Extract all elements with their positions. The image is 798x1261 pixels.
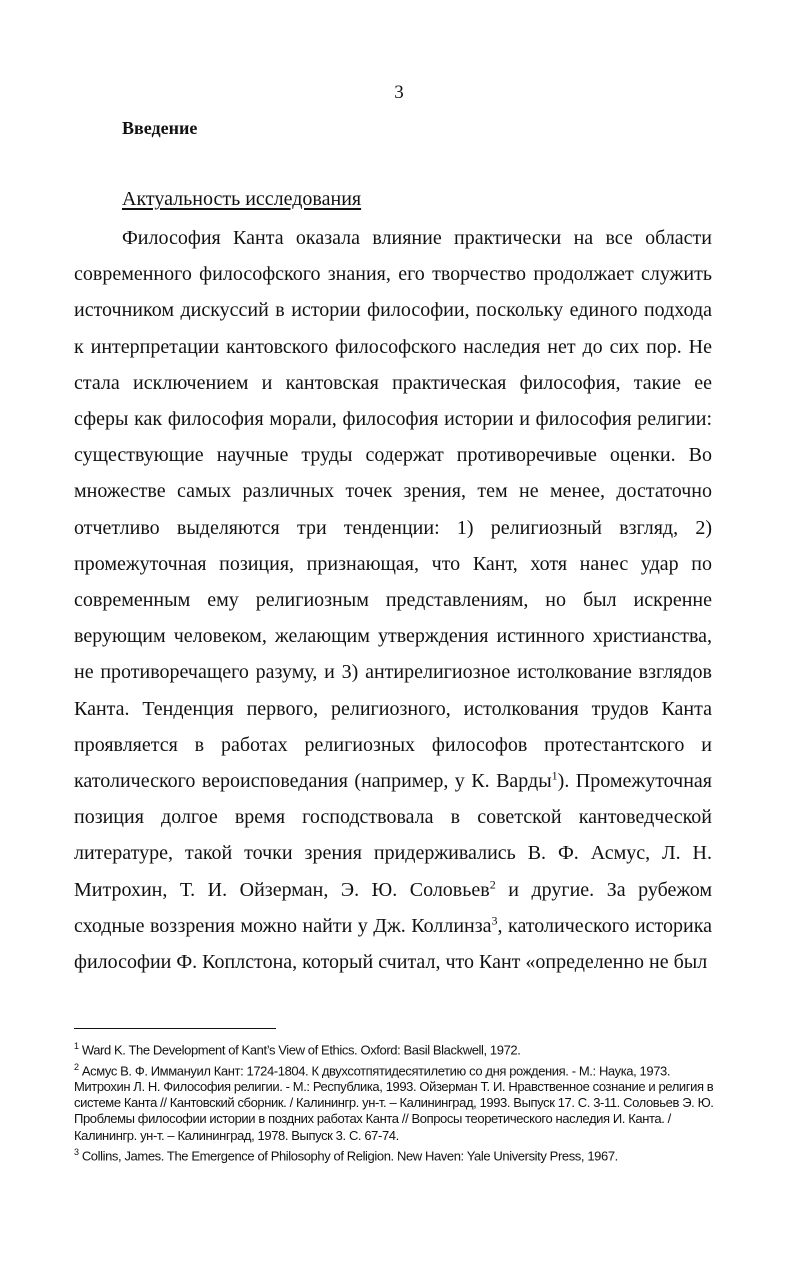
footnote-text: Асмус В. Ф. Иммануил Кант: 1724-1804. К двухсотпятидесятилетию со дня рождения. - М.: Наука, 1973. Митрохин Л. Н. Философия религии. - М.: Республика, 1993. Ойзерман Т. И. Нравственное сознание и религия в системе Канта // Кантовский сборник. / Калинингр. ун-т. – Калининград, 1993. Выпуск 17. С. 3-11. Соловьев Э. Ю. Проблемы философии истории в поздних работах Канта // Вопросы теоретического наследия И. Канта. / Калинингр. ун-т. – Калининград, 1978. Выпуск 3. С. 67-74. [74,1062,714,1143]
body-text-part-2: ). Промежуточная позиция долгое время господствовала в советской кантоведческой литературе, такой точки зрения придерживались В. Ф. Асмус, Л. Н. Митрохин, Т. И. Ойзерман, Э. Ю. Соловьев [74,770,712,901]
footnote-ref-3: 3 [491,913,498,928]
page-number: 3 [394,82,404,103]
footnote-divider [74,1028,276,1029]
body-text-part-4: , католического историка философии Ф. Коплстона, который считал, что Кант «определенно не был [74,914,712,974]
subsection-heading: Актуальность исследования [122,188,362,210]
section-heading: Введение [122,118,198,138]
footnote-ref-2: 2 [489,877,496,891]
footnote [74,1059,714,1144]
footnote [74,1038,714,1059]
footnote-marker: 2 [74,1061,79,1072]
footnote-ref-1: 1 [551,768,558,783]
body-paragraph [74,220,712,980]
footnote [74,1144,714,1165]
footnote-text: Collins, James. The Emergence of Philosophy of Religion. New Haven: Yale University Press, 1967. [78,1148,618,1164]
footnote-marker: 1 [74,1041,79,1051]
body-text-part-3: и другие. За рубежом сходные воззрения можно найти у Дж. Коллинза [74,878,712,937]
footnote-text: Ward K. The Development of Kant’s View of Ethics. Oxford: Basil Blackwell, 1972. [78,1042,521,1058]
body-text-part-1: Философия Канта оказала влияние практически на все области современного философского знания, его творчество продолжает служить источником дискуссий в истории философии, поскольку единого подхода к интерпретации кантовского философского наследия нет до сих пор. Не стала исключением и кантовская практическая философия, такие ее сферы как философия морали, философия истории и философия религии: существующие научные труды содержат противоречивые оценки. Во множестве самых различных точек зрения, тем не менее, достаточно отчетливо выделяются три тенденции: 1) религиозный взгляд, 2) промежуточная позиция, признающая, что Кант, хотя нанес удар по современным ему религиозным представлениям, но был искренне верующим человеком, желающим утверждения истинного христианства, не противоречащего разуму, и 3) антирелигиозное истолкование взглядов Канта. Тенденция первого, религиозного, истолкования трудов Канта проявляется в работах религиозных философов протестантского и католического вероисповедания (например, у К. Варды [74,227,712,793]
footnote-marker: 3 [74,1146,79,1157]
footnotes [74,1038,714,1164]
